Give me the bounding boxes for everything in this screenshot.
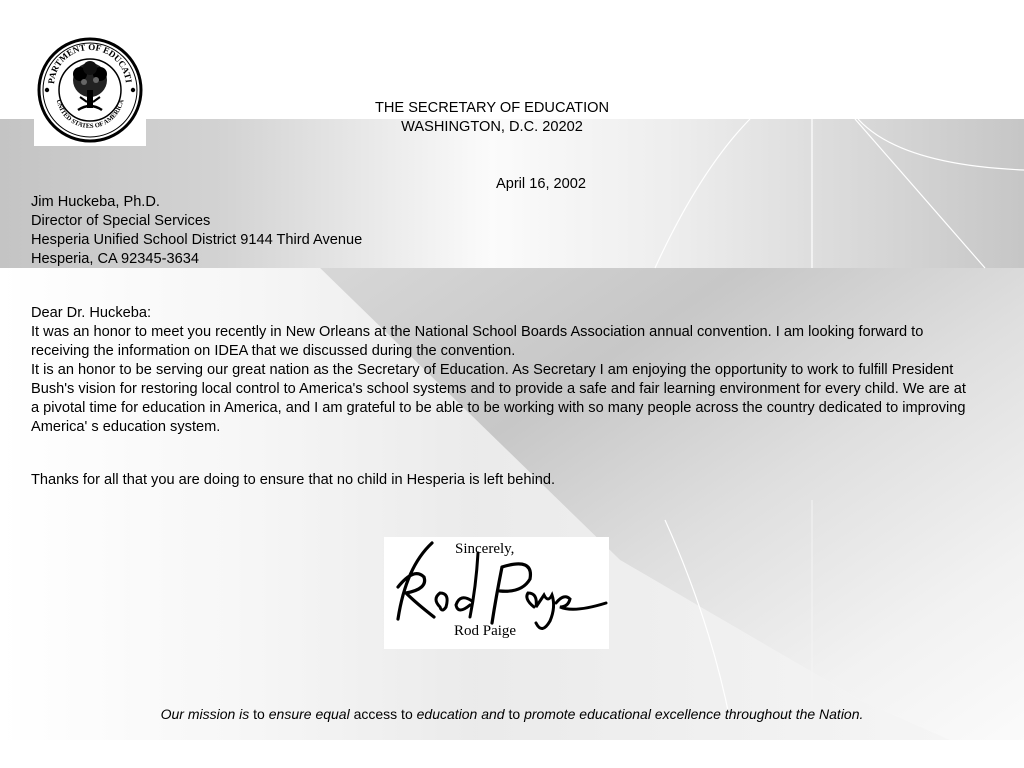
mission-part: promote educational excellence throughout the Nation. <box>524 706 864 722</box>
signature-block <box>384 537 609 649</box>
letterhead-line-2: WASHINGTON, D.C. 20202 <box>401 119 583 135</box>
body-paragraph: It is an honor to be serving our great nation as the Secretary of Education. As Secretary I am enjoying the opportunity to work to fulfill President Bush's vision for restoring local control to America's school systems and to provide a safe and fair learning environment for every child. We are at a pivotal time for education in America, and I am grateful to be able to be working with so many people across the country dedicated to improving America' s education system. <box>31 362 966 435</box>
recipient-title: Director of Special Services <box>31 213 211 229</box>
mission-part: access to <box>349 706 417 722</box>
mission-part: to <box>249 706 269 722</box>
recipient-address <box>31 193 362 269</box>
body-paragraph: It was an honor to meet you recently in New Orleans at the National School Boards Association annual convention. I am looking forward to receiving the information on IDEA that we discussed during the convention. <box>31 324 924 359</box>
salutation: Dear Dr. Huckeba: <box>31 305 152 321</box>
closing-word: Sincerely, <box>455 541 515 557</box>
closing-paragraph: Thanks for all that you are doing to ensure that no child in Hesperia is left behind. <box>31 472 556 488</box>
recipient-city: Hesperia, CA 92345-3634 <box>31 251 199 267</box>
letter-body <box>31 323 966 437</box>
signer-name: Rod Paige <box>454 623 517 639</box>
mission-part: ensure equal <box>268 706 350 722</box>
mission-statement <box>0 705 1024 724</box>
recipient-organization: Hesperia Unified School District 9144 Third Avenue <box>31 232 363 248</box>
letterhead-title <box>0 99 984 137</box>
mission-part: Our mission is <box>160 706 250 722</box>
mission-part: education and <box>416 706 505 722</box>
svg-text:DEPARTMENT OF EDUCATION: PARTMENT OF EDUCATI <box>46 41 134 85</box>
recipient-name: Jim Huckeba, Ph.D. <box>31 194 160 210</box>
letterhead-line-1: THE SECRETARY OF EDUCATION <box>374 100 610 116</box>
mission-part: to <box>504 706 525 722</box>
svg-text:UNITED STATES OF AMERICA: UNITED STATES OF AMERICA <box>54 98 126 131</box>
letter-date: April 16, 2002 <box>495 176 587 192</box>
signature-handwritten-text: Rod Paige <box>384 537 389 538</box>
